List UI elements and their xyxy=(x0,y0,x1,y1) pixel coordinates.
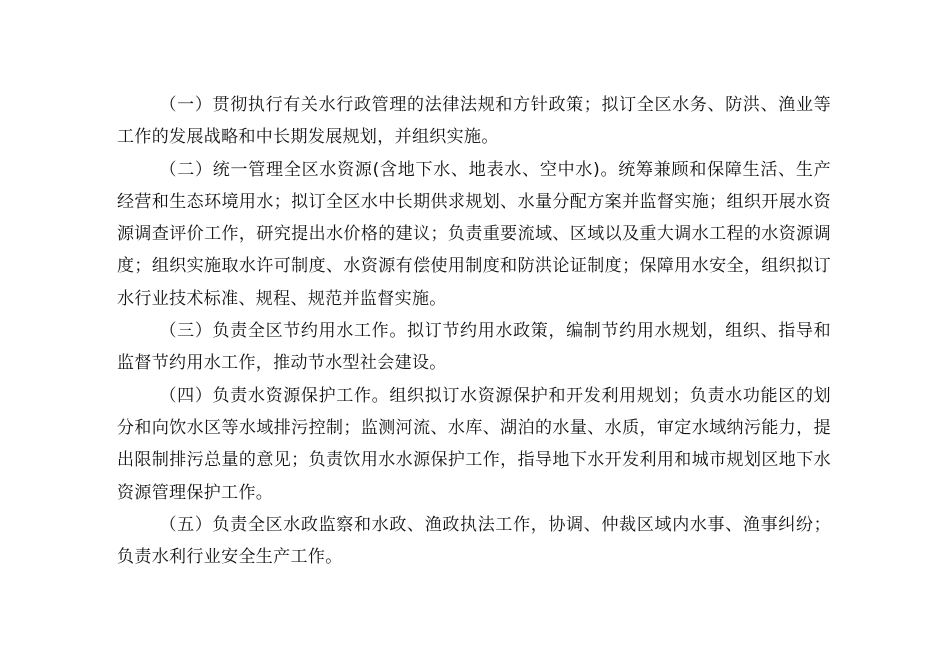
paragraph-2: （二）统一管理全区水资源(含地下水、地表水、空中水)。统筹兼顾和保障生活、生产经营和生态环境用水；拟订全区水中长期供求规划、水量分配方案并监督实施；组织开展水资源调查评价工作，研究提出水价格的建议；负责重要流域、区域以及重大调水工程的水资源调度；组织实施取水许可制度、水资源有偿使用制度和防洪论证制度；保障用水安全，组织拟订水行业技术标准、规程、规范并监督实施。 xyxy=(117,159,831,309)
paragraph-5: （五）负责全区水政监察和水政、渔政执法工作，协调、仲裁区域内水事、渔事纠纷；负责水利行业安全生产工作。 xyxy=(117,514,831,568)
document-body xyxy=(117,89,831,573)
paragraph-1: （一）贯彻执行有关水行政管理的法律法规和方针政策；拟订全区水务、防洪、渔业等工作的发展战略和中长期发展规划，并组织实施。 xyxy=(117,95,831,148)
paragraph-3: （三）负责全区节约用水工作。拟订节约用水政策，编制节约用水规划，组织、指导和监督节约用水工作，推动节水型社会建设。 xyxy=(117,321,831,374)
paragraph-4: （四）负责水资源保护工作。组织拟订水资源保护和开发利用规划；负责水功能区的划分和向饮水区等水域排污控制；监测河流、水库、湖泊的水量、水质，审定水域纳污能力，提出限制排污总量的意见；负责饮用水水源保护工作，指导地下水开发利用和城市规划区地下水资源管理保护工作。 xyxy=(117,385,831,503)
